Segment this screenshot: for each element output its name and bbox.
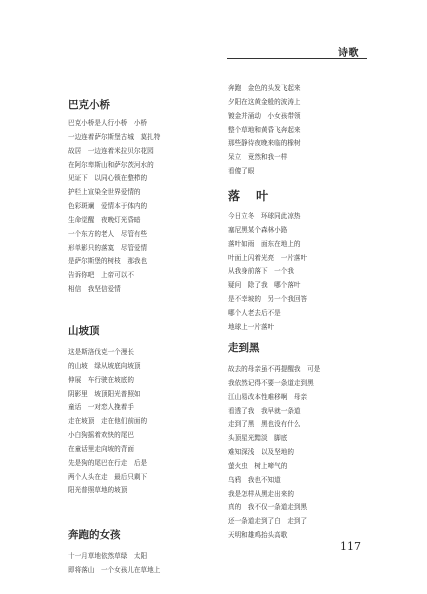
poem-line: 在阿尔卑斯山和萨尔茨河水的 bbox=[68, 160, 154, 169]
poem-line: 相信 我坚信爱情 bbox=[68, 285, 121, 294]
poem-line: 江山易改本性难移啊 母亲 bbox=[228, 392, 308, 401]
poem-line: 塞尼黑某个森林小路 bbox=[228, 225, 288, 234]
poem-line: 整个草地和黄昏飞奔起来 bbox=[228, 125, 301, 134]
poem-body bbox=[228, 363, 320, 543]
poem-line: 难知深浅 以及坚地的 bbox=[228, 448, 294, 457]
poem-line: 一个东方的老人 尽管有些 bbox=[68, 229, 148, 238]
poem-line: 故去的母亲虽不再提醒我 可是 bbox=[228, 365, 321, 373]
poem-line: 护栏上宣染全世界爱情的 bbox=[68, 188, 141, 197]
poem-line: 十一月草地依然草绿 太阳 bbox=[68, 552, 148, 560]
poem-line: 告诉你吧 上帝可以不 bbox=[68, 271, 134, 280]
poem-line: 从我身前落下 一个我 bbox=[228, 267, 294, 276]
header-rule bbox=[227, 58, 367, 59]
poem-body bbox=[228, 210, 307, 335]
poem-line: 那些静待夜晚来临的橡树 bbox=[228, 139, 301, 148]
poem-line: 故居 一边连着米拉贝尔花园 bbox=[68, 146, 154, 155]
poem-line: 疑问 除了我 哪个落叶 bbox=[228, 281, 301, 290]
poem-line: 伸展 车行驶在坡底的 bbox=[68, 375, 134, 384]
poem-line: 我是怎样从黑走出来的 bbox=[228, 489, 294, 498]
poem-line: 先是狗的尾巴在行走 后是 bbox=[68, 458, 148, 467]
poem-line: 走到了黑 黑也没有什么 bbox=[228, 420, 301, 429]
poem-title: 走到黑 bbox=[228, 342, 260, 354]
poem-line: 一边连着萨尔斯堡古城 莫扎特 bbox=[68, 132, 161, 141]
poem-line: 看傻了眼 bbox=[228, 167, 255, 176]
poem-line: 见证下 以同心锁在整栉的 bbox=[68, 174, 148, 183]
poem-line: 是不幸坡的 另一个我回答 bbox=[228, 295, 308, 304]
poem-line: 色彩斑斓 爱情本于体内的 bbox=[68, 202, 148, 211]
poem-line: 萤火虫 树上啼气的 bbox=[228, 461, 288, 470]
poem-line: 呆立 竟然和我一样 bbox=[228, 153, 288, 162]
poem-line: 头顶星光黯淡 脚底 bbox=[228, 434, 288, 443]
poem-line: 落叶如雨 面东在地上的 bbox=[228, 239, 301, 248]
poem-line: 还一条道走到了白 走到了 bbox=[228, 517, 308, 526]
poem-line: 看透了我 我早就一条道 bbox=[228, 406, 301, 415]
poem-line: 叶面上闪着光亮 一片落叶 bbox=[228, 253, 308, 262]
poem-title: 山坡顶 bbox=[68, 325, 100, 337]
poem-line: 奔跑 金色的头发飞起来 bbox=[228, 84, 301, 92]
poem-line: 童话 一对恋人挽着手 bbox=[68, 403, 134, 412]
poem-body bbox=[228, 82, 301, 179]
poem-line: 走在坡顶 走在他们前面的 bbox=[68, 417, 148, 426]
poem-line: 阳光普照草地的坡顶 bbox=[68, 486, 128, 495]
poem-title: 落 叶 bbox=[228, 189, 275, 203]
poem-line: 小白狗摇着欢快的尾巴 bbox=[68, 431, 134, 440]
poem-line: 在童话里走向坡的背面 bbox=[68, 444, 134, 453]
poem-title: 巴克小桥 bbox=[68, 99, 110, 111]
header-section-label: 诗歌 bbox=[338, 48, 359, 59]
poem-line: 巴克小桥是人行小桥 小桥 bbox=[68, 119, 148, 127]
poem-line: 是萨尔斯堡的树枝 那我也 bbox=[68, 257, 148, 266]
poem-line: 两个人头在走 最后只剩下 bbox=[68, 472, 148, 481]
poem-line: 天明和雄鸡抬头高歌 bbox=[228, 531, 288, 540]
poem-line: 我依然记得不要一条道走到黑 bbox=[228, 378, 314, 387]
poem-line: 阴影里 坡顶阳光普照如 bbox=[68, 389, 141, 398]
poem-body bbox=[68, 346, 147, 498]
poem-line: 真的 我不仅一条道走到黑 bbox=[228, 503, 308, 512]
poem-line: 夕阳在这黄金般的波涛上 bbox=[228, 97, 301, 106]
poem-line: 生命觉醒 夜晚灯光昏暗 bbox=[68, 215, 141, 224]
poem-line: 乌鸦 我也不知道 bbox=[228, 475, 281, 484]
page-number: 117 bbox=[340, 540, 361, 553]
poem-line: 今日立冬 环球同此凉热 bbox=[228, 212, 301, 220]
poem-line: 的山坡 绿从坡底向坡顶 bbox=[68, 361, 141, 370]
poem-line: 地球上一片落叶 bbox=[228, 322, 275, 331]
poem-line: 哪个人老去后不是 bbox=[228, 308, 281, 317]
poem-line: 镀金并涌动 小女孩带领 bbox=[228, 111, 301, 120]
poem-line: 即将落山 一个女孩儿在草地上 bbox=[68, 565, 161, 574]
poem-body bbox=[68, 117, 160, 297]
poem-line: 这是斯洛伐克一个漫长 bbox=[68, 348, 134, 356]
poem-line: 形单影只的落寞 尽管爱情 bbox=[68, 243, 148, 252]
poem-title: 奔跑的女孩 bbox=[68, 529, 121, 541]
poem-body bbox=[68, 550, 160, 578]
